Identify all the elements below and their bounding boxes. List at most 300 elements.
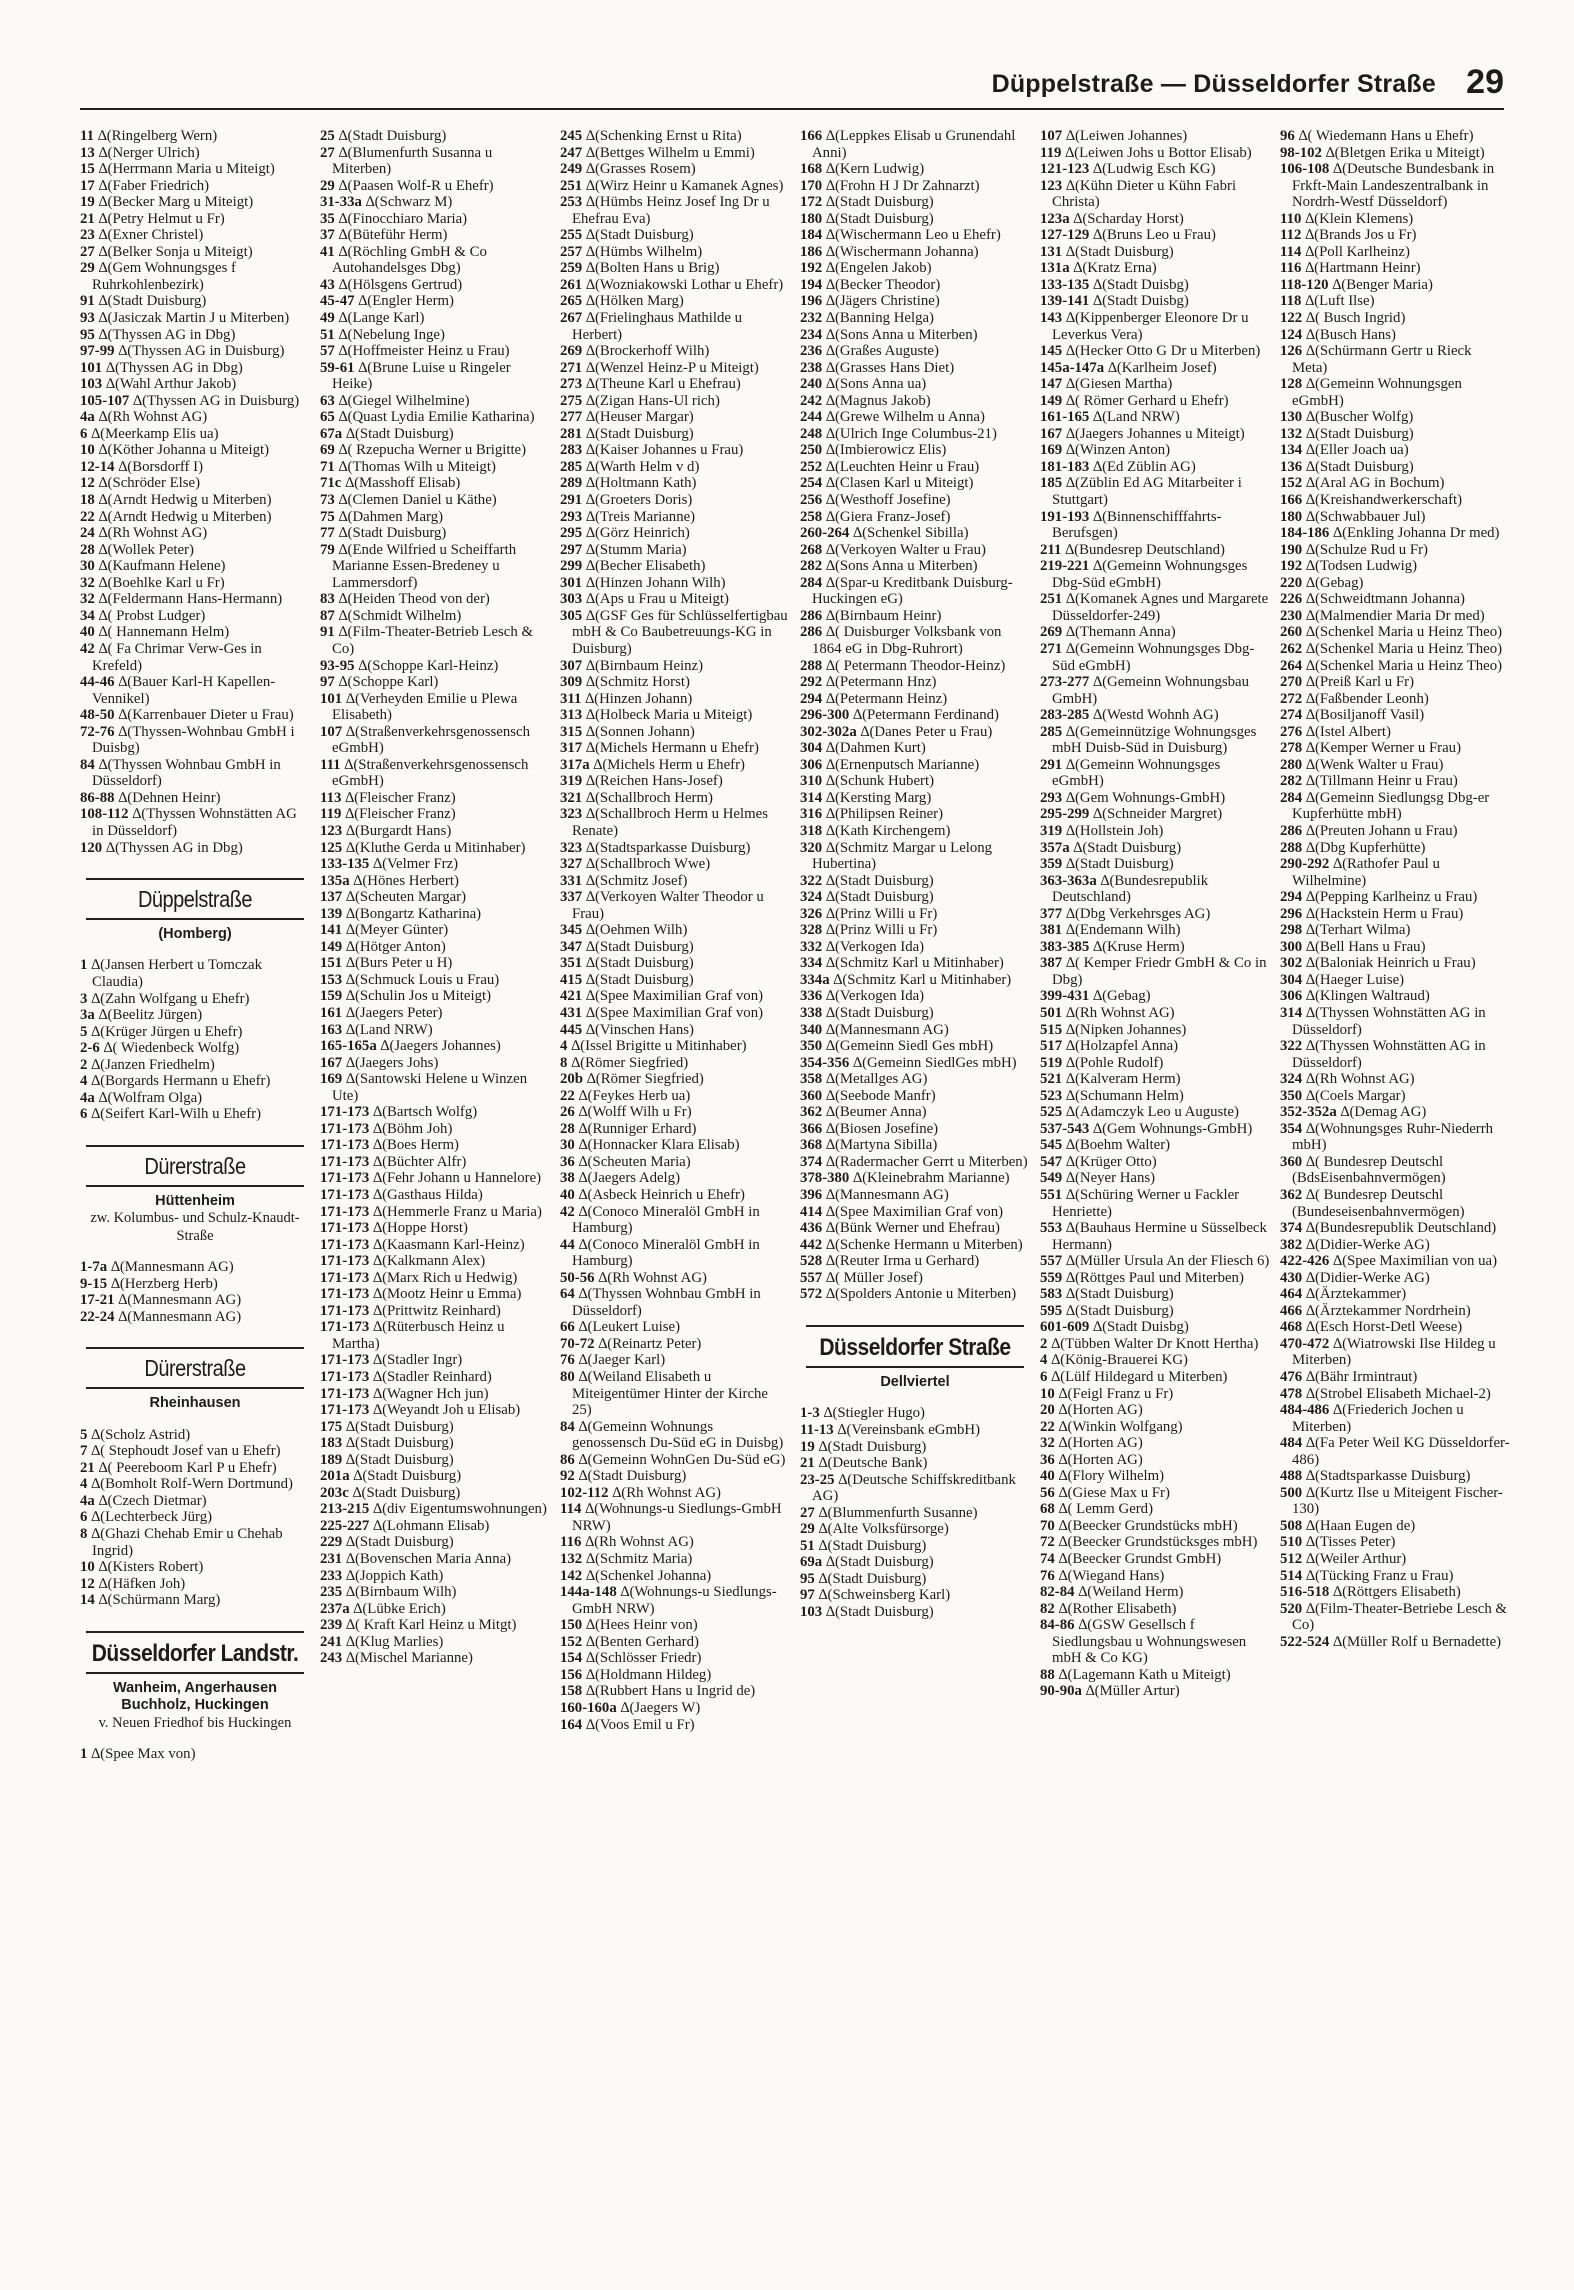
owner-text: ∆(Reinartz Peter) — [598, 1335, 702, 1352]
address-entry — [80, 724, 310, 757]
address-entry — [1280, 922, 1510, 939]
owner-text: ∆(Schürmann Gertr u Rieck Meta) — [1292, 343, 1472, 376]
owner-text: ∆(Gebag) — [1093, 988, 1151, 1005]
house-number: 274 — [1280, 707, 1303, 724]
house-number: 69 — [320, 442, 335, 459]
house-number: 88 — [1040, 1666, 1055, 1683]
address-entry — [800, 227, 1030, 244]
owner-text: ∆(Giegel Wilhelmine) — [338, 392, 470, 409]
house-number: 268 — [800, 541, 823, 558]
address-entry — [320, 1468, 550, 1485]
address-entry — [320, 1369, 550, 1386]
house-number: 50-56 — [560, 1269, 595, 1286]
house-number: 12-14 — [80, 458, 115, 475]
address-entry — [560, 740, 790, 757]
house-number: 114 — [1280, 243, 1302, 260]
owner-text: ∆(Schweidtmann Johanna) — [1305, 591, 1465, 608]
address-entry — [320, 409, 550, 426]
owner-text: ∆(Stadler Ingr) — [373, 1352, 463, 1369]
house-number: 257 — [560, 243, 583, 260]
house-number: 352-352a — [1280, 1104, 1337, 1121]
address-entry — [800, 1055, 1030, 1072]
address-entry — [560, 1055, 790, 1072]
owner-text: ∆(Züblin Ed AG Mitarbeiter i Stuttgart) — [1052, 475, 1242, 509]
address-entry — [560, 1634, 790, 1651]
owner-text: ∆(Kratz Erna) — [1073, 260, 1157, 277]
address-entry — [800, 1472, 1030, 1505]
owner-text: ∆(Martyna Sibilla) — [825, 1137, 938, 1154]
address-entry — [80, 806, 310, 839]
owner-text: ∆(Michels Herm u Ehefr) — [593, 756, 745, 773]
house-number: 399-431 — [1040, 988, 1090, 1005]
address-entry — [560, 1650, 790, 1667]
owner-text: ∆(Jansen Herbert u Tomczak Claudia) — [91, 957, 262, 990]
address-entry — [1040, 310, 1270, 343]
owner-text: ∆(Demag AG) — [1340, 1104, 1427, 1121]
house-number: 318 — [800, 822, 823, 839]
owner-text: ∆(Schallbroch Herm u Helmes Renate) — [572, 806, 768, 839]
house-number: 229 — [320, 1534, 343, 1551]
house-number: 360 — [800, 1087, 823, 1104]
owner-text: ∆(Kalkmann Alex) — [373, 1253, 486, 1270]
address-entry — [800, 509, 1030, 526]
house-number: 251 — [1040, 591, 1063, 608]
owner-text: ∆(Böhm Joh) — [373, 1120, 453, 1137]
owner-text: ∆(Hackstein Herm u Frau) — [1305, 905, 1464, 922]
address-entry — [1040, 360, 1270, 377]
owner-text: ∆(Flory Wilhelm) — [1058, 1468, 1165, 1485]
house-number: 119 — [1040, 144, 1062, 161]
address-entry — [1280, 1286, 1510, 1303]
owner-text: ∆(GSW Gesellsch f Siedlungsbau u Wohnungswesen mbH & Co KG) — [1052, 1617, 1247, 1667]
owner-text: ∆(Rh Wohnst AG) — [612, 1484, 721, 1501]
house-number: 359 — [1040, 856, 1063, 873]
house-number: 293 — [1040, 789, 1063, 806]
owner-text: ∆(Gem Wohnungs-GmbH) — [1065, 789, 1226, 806]
house-number: 233 — [320, 1567, 343, 1584]
address-entry — [80, 244, 310, 261]
owner-text: ∆( Lemm Gerd) — [1058, 1501, 1154, 1518]
house-number: 327 — [560, 856, 583, 873]
house-number: 8 — [560, 1054, 568, 1071]
owner-text: ∆(Stadt Duisburg) — [345, 1534, 454, 1551]
house-number: 553 — [1040, 1220, 1063, 1237]
owner-text: ∆(Verkogen Ida) — [825, 988, 925, 1005]
owner-text: ∆(Schmitz Horst) — [585, 674, 690, 691]
district-name: (Homberg) — [158, 926, 232, 943]
house-number: 289 — [560, 475, 583, 492]
address-entry — [320, 542, 550, 592]
address-entry — [320, 1617, 550, 1634]
owner-text: ∆( Wiedemann Hans u Ehefr) — [1298, 128, 1474, 144]
street-heading — [80, 1145, 310, 1245]
address-entry — [560, 1204, 790, 1237]
address-entry — [800, 442, 1030, 459]
house-number: 186 — [800, 243, 823, 260]
owner-text: ∆(Stadt Duisburg) — [585, 971, 694, 988]
address-entry — [80, 1493, 310, 1510]
owner-text: ∆(Feykes Herb ua) — [578, 1087, 691, 1104]
house-number: 152 — [560, 1633, 583, 1650]
owner-text: ∆(Schenkel Maria u Heinz Theo) — [1305, 640, 1503, 657]
house-number: 127-129 — [1040, 227, 1090, 244]
address-entry — [1040, 211, 1270, 228]
owner-text: ∆(Schenkel Maria u Heinz Theo) — [1305, 624, 1503, 641]
owner-text: ∆(Mischel Marianne) — [345, 1650, 473, 1667]
address-entry — [320, 724, 550, 757]
address-entry — [1040, 1402, 1270, 1419]
house-number: 291 — [1040, 756, 1063, 773]
owner-text: ∆(Meerkamp Elis ua) — [91, 425, 219, 442]
house-number: 14 — [80, 1592, 95, 1609]
owner-text: ∆(Pepping Karlheinz u Frau) — [1305, 889, 1478, 906]
address-entry — [1280, 624, 1510, 641]
owner-text: ∆(Engler Herm) — [358, 293, 454, 310]
house-number: 145 — [1040, 343, 1063, 360]
address-entry — [560, 591, 790, 608]
owner-text: ∆(Frohn H J Dr Zahnarzt) — [825, 177, 980, 194]
house-number: 22 — [1040, 1418, 1055, 1435]
address-entry — [1040, 1005, 1270, 1022]
house-number: 522-524 — [1280, 1633, 1330, 1650]
house-number: 171-173 — [320, 1253, 370, 1270]
address-entry — [1280, 1319, 1510, 1336]
house-number: 515 — [1040, 1021, 1063, 1038]
owner-text: ∆(Rh Wohnst AG) — [585, 1534, 694, 1551]
address-entry — [80, 591, 310, 608]
owner-text: ∆(Gemeinn WohnGen Du-Süd eG) — [578, 1451, 786, 1468]
house-number: 2-6 — [80, 1040, 100, 1057]
house-number: 15 — [80, 161, 95, 178]
address-entry — [1280, 227, 1510, 244]
page-number: 29 — [1466, 63, 1504, 101]
address-entry — [800, 922, 1030, 939]
address-entry — [80, 707, 310, 724]
house-number: 56 — [1040, 1484, 1055, 1501]
address-entry — [1280, 293, 1510, 310]
owner-text: ∆(Kruse Herm) — [1093, 938, 1185, 955]
owner-text: ∆(Stadt Duisburg) — [825, 194, 934, 211]
address-entry — [320, 1584, 550, 1601]
house-number: 51 — [800, 1537, 815, 1554]
address-entry — [320, 691, 550, 724]
house-number: 169 — [1040, 442, 1063, 459]
owner-text: ∆(Blumenfurth Susanna u Miterben) — [332, 144, 493, 178]
owner-text: ∆(Michels Hermann u Ehefr) — [585, 740, 759, 757]
address-entry — [80, 161, 310, 178]
owner-text: ∆(König-Brauerei KG) — [1051, 1352, 1188, 1369]
house-number: 28 — [80, 541, 95, 558]
address-entry — [1040, 1038, 1270, 1055]
address-entry — [1040, 260, 1270, 277]
house-number: 354 — [1280, 1120, 1303, 1137]
house-number: 189 — [320, 1451, 343, 1468]
address-entry — [1280, 1336, 1510, 1369]
district-name: Hüttenheim — [155, 1192, 235, 1209]
house-number: 4 — [1040, 1352, 1048, 1369]
address-entry — [1280, 525, 1510, 542]
house-number: 545 — [1040, 1137, 1063, 1154]
street-heading — [80, 878, 310, 943]
divider — [86, 1145, 304, 1147]
owner-text: ∆(Wohnungs-u Siedlungs-GmbH NRW) — [572, 1501, 782, 1534]
address-entry — [1040, 1022, 1270, 1039]
owner-text: ∆( Römer Gerhard u Ehefr) — [1065, 392, 1229, 409]
address-entry — [1280, 823, 1510, 840]
house-number: 171-173 — [320, 1120, 370, 1137]
address-entry — [1040, 1518, 1270, 1535]
owner-text: ∆(Schallbroch Herm) — [585, 789, 713, 806]
address-entry — [560, 922, 790, 939]
house-number: 525 — [1040, 1104, 1063, 1121]
address-entry — [1280, 691, 1510, 708]
house-number: 171-173 — [320, 1203, 370, 1220]
address-entry — [80, 145, 310, 162]
owner-text: ∆(Meyer Günter) — [345, 922, 449, 939]
address-entry — [1040, 1534, 1270, 1551]
address-entry — [800, 1253, 1030, 1270]
address-entry — [1280, 426, 1510, 443]
owner-text: ∆(Stadt Duisburg) — [345, 425, 454, 442]
owner-text: ∆(Joppich Kath) — [345, 1567, 444, 1584]
house-number: 181-183 — [1040, 458, 1090, 475]
address-entry — [1040, 906, 1270, 923]
address-entry — [800, 1422, 1030, 1439]
owner-text: ∆(Istel Albert) — [1305, 723, 1391, 740]
owner-text: ∆( Duisburger Volksbank von 1864 eG in Dbg-Ruhrort) — [812, 624, 1002, 657]
house-number: 96 — [1280, 128, 1295, 144]
address-entry — [800, 1038, 1030, 1055]
owner-text: ∆(Rh Wohnst AG) — [598, 1269, 707, 1286]
owner-text: ∆(Finocchiaro Maria) — [338, 210, 468, 227]
address-entry — [800, 459, 1030, 476]
house-number: 7 — [80, 1443, 88, 1460]
address-entry — [1280, 1534, 1510, 1551]
street-name: Dürerstraße — [144, 1154, 246, 1180]
address-entry — [80, 1292, 310, 1309]
address-entry — [320, 1154, 550, 1171]
address-entry — [1040, 343, 1270, 360]
owner-text: ∆(Ärztekammer Nordrhein) — [1305, 1302, 1471, 1319]
owner-text: ∆(Gemeinn Wohnungsges Dbg-Süd eGmbH) — [1052, 558, 1248, 591]
house-number: 508 — [1280, 1517, 1303, 1534]
house-number: 310 — [800, 773, 823, 790]
house-number: 73 — [320, 492, 335, 509]
owner-text: ∆(Fehr Johann u Hannelore) — [373, 1170, 542, 1187]
owner-text: ∆(Land NRW) — [345, 1021, 433, 1038]
house-number: 23-25 — [800, 1471, 835, 1488]
house-number: 315 — [560, 723, 583, 740]
house-number: 161 — [320, 1004, 343, 1021]
owner-text: ∆(Bosiljanoff Vasil) — [1305, 707, 1425, 724]
owner-text: ∆(Busch Hans) — [1305, 326, 1396, 343]
house-number: 175 — [320, 1418, 343, 1435]
address-entry — [560, 1137, 790, 1154]
owner-text: ∆(Jaegers Peter) — [345, 1004, 443, 1021]
address-entry — [80, 641, 310, 674]
house-number: 219-221 — [1040, 558, 1090, 575]
address-entry — [1040, 1220, 1270, 1253]
owner-text: ∆(Bauer Karl-H Kapellen-Vennikel) — [92, 674, 276, 707]
owner-text: ∆(Dahmen Kurt) — [825, 740, 926, 757]
owner-text: ∆(Deutsche Bundesbank in Frkft-Main Landeszentralbank in Nordrh-Westf Düsseldorf) — [1292, 161, 1495, 211]
owner-text: ∆(Petry Helmut u Fr) — [98, 210, 225, 227]
owner-text: ∆(Conoco Mineralöl GmbH in Hamburg) — [572, 1203, 760, 1237]
house-number: 317a — [560, 756, 590, 773]
owner-text: ∆(Stadt Duisburg) — [1065, 1302, 1174, 1319]
address-entry — [560, 1551, 790, 1568]
owner-text: ∆(Endemann Wilh) — [1065, 922, 1181, 939]
street-name: Dürerstraße — [144, 1356, 246, 1382]
address-entry — [800, 575, 1030, 608]
address-entry — [1040, 790, 1270, 807]
owner-text: ∆(Stadt Duisburg) — [818, 1537, 927, 1554]
house-number: 319 — [560, 773, 583, 790]
owner-text: ∆(div Eigentumswohnungen) — [373, 1501, 547, 1518]
house-number: 29 — [320, 177, 335, 194]
owner-text: ∆(Esch Horst-Detl Weese) — [1305, 1319, 1463, 1336]
address-entry — [560, 1286, 790, 1319]
owner-text: ∆(Lohmann Elisab) — [373, 1517, 490, 1534]
address-entry — [800, 939, 1030, 956]
house-number: 271 — [560, 359, 583, 376]
owner-text: ∆(Petermann Ferdinand) — [853, 707, 999, 724]
house-number: 272 — [1280, 690, 1303, 707]
address-entry — [1280, 906, 1510, 923]
house-number: 86-88 — [80, 789, 115, 806]
owner-text: ∆(Prinz Willi u Fr) — [825, 905, 938, 922]
house-number: 102-112 — [560, 1484, 609, 1501]
owner-text: ∆(Thomas Wilh u Miteigt) — [338, 458, 496, 475]
owner-text: ∆(Engelen Jakob) — [825, 260, 932, 277]
address-entry — [800, 691, 1030, 708]
owner-text: ∆(Vereinsbank eGmbH) — [837, 1421, 981, 1438]
house-number: 319 — [1040, 822, 1063, 839]
owner-text: ∆(Fleischer Franz) — [345, 806, 456, 823]
house-number: 44-46 — [80, 674, 115, 691]
house-number: 123 — [320, 822, 343, 839]
owner-text: ∆(Seebode Manfr) — [825, 1087, 936, 1104]
address-entry — [800, 1554, 1030, 1571]
address-entry — [800, 343, 1030, 360]
owner-text: ∆(Weiland Elisabeth u Miteigentümer Hinter der Kirche 25) — [572, 1369, 768, 1419]
owner-text: ∆(Schwabbauer Jul) — [1305, 508, 1426, 525]
house-number: 286 — [800, 607, 823, 624]
house-number: 63 — [320, 392, 335, 409]
owner-text: ∆(Kath Kirchengem) — [825, 822, 951, 839]
owner-text: ∆(Runniger Erhard) — [578, 1120, 697, 1137]
owner-text: ∆(Danes Peter u Frau) — [860, 723, 993, 740]
house-number: 28 — [560, 1120, 575, 1137]
owner-text: ∆(Reichen Hans-Josef) — [585, 773, 723, 790]
house-number: 131a — [1040, 260, 1070, 277]
house-number: 128 — [1280, 376, 1303, 393]
house-number: 20b — [560, 1071, 584, 1088]
owner-text: ∆( Peereboom Karl P u Ehefr) — [98, 1459, 277, 1476]
owner-text: ∆(Buscher Wolfg) — [1305, 409, 1414, 426]
address-entry — [320, 1452, 550, 1469]
address-entry — [80, 1576, 310, 1593]
house-number: 243 — [320, 1650, 343, 1667]
owner-text: ∆(Karrenbauer Dieter u Frau) — [118, 707, 294, 724]
address-entry — [1280, 343, 1510, 376]
address-entry — [320, 939, 550, 956]
house-number: 422-426 — [1280, 1253, 1330, 1270]
house-number: 323 — [560, 839, 583, 856]
house-number: 291 — [560, 492, 583, 509]
owner-text: ∆(Leiwen Johs u Bottor Elisab) — [1065, 144, 1252, 161]
address-entry — [560, 806, 790, 839]
owner-text: ∆(Bolten Hans u Brig) — [585, 260, 720, 277]
house-number: 242 — [800, 392, 823, 409]
address-entry — [560, 393, 790, 410]
owner-text: ∆(Hinzen Johann) — [585, 690, 693, 707]
house-number: 225-227 — [320, 1517, 370, 1534]
house-number: 171-173 — [320, 1236, 370, 1253]
house-number: 76 — [560, 1352, 575, 1369]
house-number: 153 — [320, 971, 343, 988]
address-entry — [1280, 889, 1510, 906]
house-number: 294 — [800, 690, 823, 707]
address-entry — [1040, 988, 1270, 1005]
district-name: Dellviertel — [880, 1374, 950, 1391]
owner-text: ∆(Tillmann Heinr u Frau) — [1305, 773, 1458, 790]
address-entry — [1280, 658, 1510, 675]
address-entry — [1040, 1104, 1270, 1121]
address-entry — [1280, 542, 1510, 559]
owner-text: ∆(Paasen Wolf-R u Ehefr) — [338, 177, 494, 194]
address-entry — [80, 1559, 310, 1576]
owner-text: ∆(Quast Lydia Emilie Katharina) — [338, 409, 535, 426]
house-number: 21 — [800, 1455, 815, 1472]
address-entry — [1280, 260, 1510, 277]
house-number: 149 — [1040, 392, 1063, 409]
owner-text: ∆(Stadt Duisburg) — [1305, 458, 1414, 475]
owner-text: ∆(Tübben Walter Dr Knott Hertha) — [1051, 1335, 1259, 1352]
house-number: 24 — [80, 525, 95, 542]
house-number: 267 — [560, 310, 583, 327]
house-number: 295 — [560, 525, 583, 542]
house-number: 255 — [560, 227, 583, 244]
house-number: 4 — [560, 1038, 568, 1055]
owner-text: ∆(Stadt Duisburg) — [345, 1418, 454, 1435]
address-entry — [800, 360, 1030, 377]
address-entry — [320, 1286, 550, 1303]
house-number: 82 — [1040, 1600, 1055, 1617]
address-entry — [1280, 972, 1510, 989]
page-title: Düppelstraße — Düsseldorfer Straße — [991, 70, 1436, 98]
address-entry — [1040, 1683, 1270, 1700]
owner-text: ∆(Giera Franz-Josef) — [825, 508, 951, 525]
house-number: 1-3 — [800, 1405, 820, 1422]
address-entry — [560, 1584, 790, 1617]
address-entry — [1040, 1386, 1270, 1403]
owner-text: ∆(Sons Anna u Miterben) — [825, 326, 978, 343]
owner-text: ∆(Büchter Alfr) — [373, 1153, 467, 1170]
address-entry — [560, 889, 790, 922]
address-entry — [320, 1650, 550, 1667]
house-number: 123 — [1040, 177, 1063, 194]
owner-text: ∆(Kluthe Gerda u Mitinhaber) — [345, 839, 526, 856]
house-number: 168 — [800, 161, 823, 178]
address-entry — [1040, 1336, 1270, 1353]
house-number: 350 — [1280, 1087, 1303, 1104]
house-number: 12 — [80, 475, 95, 492]
house-number: 232 — [800, 310, 823, 327]
address-entry — [560, 1468, 790, 1485]
owner-text: ∆(Stiegler Hugo) — [823, 1405, 925, 1422]
owner-text: ∆(Tisses Peter) — [1305, 1534, 1396, 1551]
